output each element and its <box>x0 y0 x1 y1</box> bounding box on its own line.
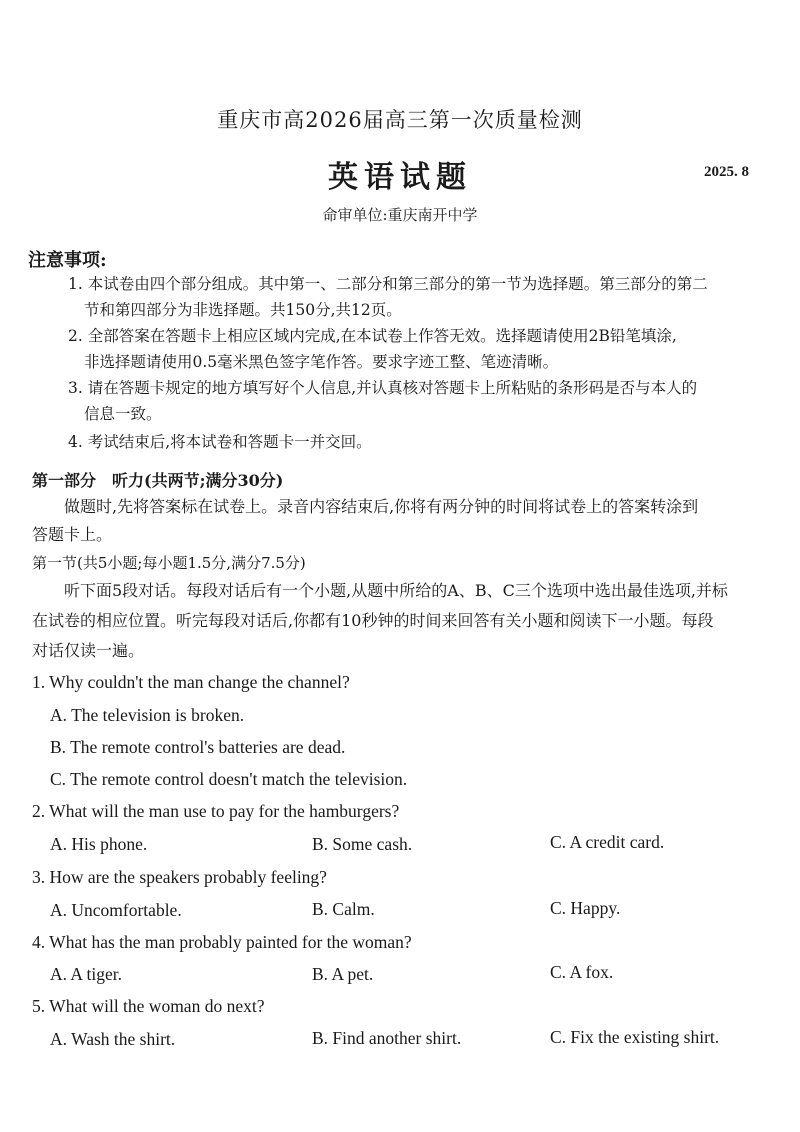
option-a: A. Uncomfortable. <box>50 900 182 920</box>
option-c: C. A fox. <box>550 962 614 982</box>
option-c: C. A credit card. <box>550 832 665 852</box>
section1-intro-line: 在试卷的相应位置。听完每段对话后,你都有10秒钟的时间来回答有关小题和阅读下一小题。每段 <box>32 611 714 630</box>
note-line: 4. 考试结束后,将本试卷和答题卡一并交回。 <box>68 433 372 451</box>
option-a: A. A tiger. <box>50 964 122 984</box>
option-a: A. His phone. <box>50 834 148 854</box>
exam-subtitle: 重庆市高2026届高三第一次质量检测 <box>217 108 583 132</box>
part1-heading: 第一部分 听力(共两节;满分30分) <box>32 471 284 490</box>
question-stem: 3. How are the speakers probably feeling? <box>32 867 327 887</box>
note-line: 3. 请在答题卡规定的地方填写好个人信息,并认真核对答题卡上所粘贴的条形码是否与本人的 <box>68 379 698 397</box>
exam-title: 英语试题 <box>328 160 472 195</box>
option-b: B. The remote control's batteries are dead. <box>50 737 346 757</box>
question-stem: 1. Why couldn't the man change the channel? <box>32 672 350 692</box>
option-b: B. Some cash. <box>312 834 413 854</box>
exam-unit: 命审单位:重庆南开中学 <box>322 206 478 224</box>
section1-heading: 第一节(共5小题;每小题1.5分,满分7.5分) <box>32 554 306 572</box>
note-line: 非选择题请使用0.5毫米黑色签字笔作答。要求字迹工整、笔迹清晰。 <box>84 353 559 371</box>
option-c: C. Fix the existing shirt. <box>550 1027 720 1047</box>
question-stem: 2. What will the man use to pay for the hamburgers? <box>32 801 400 821</box>
notes-heading: 注意事项: <box>28 250 107 271</box>
exam-date: 2025. 8 <box>704 164 749 180</box>
option-b: B. Find another shirt. <box>312 1028 462 1048</box>
option-b: B. Calm. <box>312 899 375 919</box>
option-b: B. A pet. <box>312 964 374 984</box>
note-line: 节和第四部分为非选择题。共150分,共12页。 <box>84 301 402 319</box>
option-a: A. The television is broken. <box>50 705 245 725</box>
option-a: A. Wash the shirt. <box>50 1029 176 1049</box>
question-stem: 5. What will the woman do next? <box>32 996 265 1016</box>
part1-intro-line: 答题卡上。 <box>32 525 113 544</box>
question-stem: 4. What has the man probably painted for the woman? <box>32 932 412 952</box>
note-line: 2. 全部答案在答题卡上相应区域内完成,在本试卷上作答无效。选择题请使用2B铅笔填涂, <box>68 327 677 345</box>
section1-intro-line: 听下面5段对话。每段对话后有一个小题,从题中所给的A、B、C三个选项中选出最佳选项,并标 <box>64 581 728 600</box>
option-c: C. Happy. <box>550 898 621 918</box>
section1-intro-line: 对话仅读一遍。 <box>32 641 145 660</box>
part1-intro-line: 做题时,先将答案标在试卷上。录音内容结束后,你将有两分钟的时间将试卷上的答案转涂到 <box>64 497 699 516</box>
note-line: 1. 本试卷由四个部分组成。其中第一、二部分和第三部分的第一节为选择题。第三部分的第二 <box>68 275 708 293</box>
option-c: C. The remote control doesn't match the television. <box>50 769 408 789</box>
note-line: 信息一致。 <box>84 405 162 423</box>
